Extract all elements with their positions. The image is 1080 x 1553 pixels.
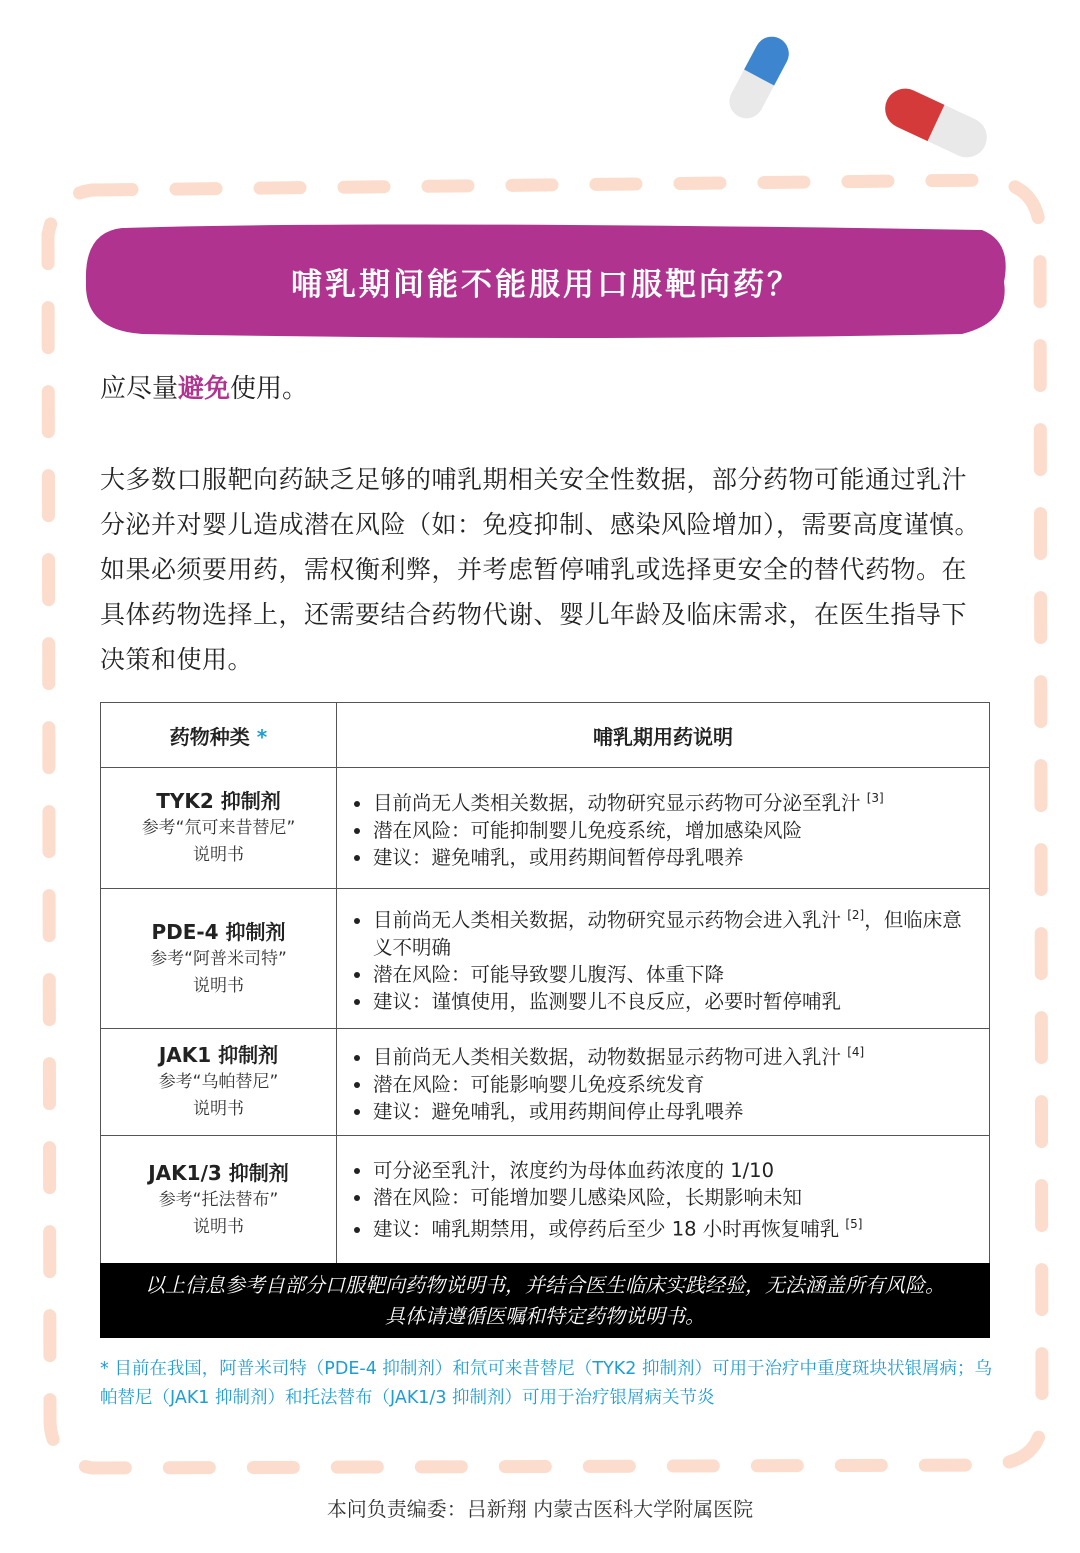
- table-row: [101, 1136, 990, 1265]
- list-item: • 目前尚无人类相关数据，动物数据显示药物可进入乳汁 [4]: [373, 1039, 977, 1071]
- drug-name: JAK1 抑制剂: [158, 1043, 279, 1067]
- list-item: • 建议：谨慎使用，监测婴儿不良反应，必要时暂停哺乳: [373, 988, 977, 1015]
- drug-cell: [101, 1029, 337, 1136]
- drug-cell: [101, 1136, 337, 1265]
- citation: [3]: [866, 791, 884, 806]
- drug-reference-suffix: 说明书: [193, 845, 244, 865]
- drug-reference: 参考“氘可来昔替尼”: [141, 818, 296, 838]
- drug-cell: [101, 768, 337, 889]
- notes-cell: [337, 768, 990, 889]
- drug-reference: 参考“托法替布”: [158, 1190, 279, 1210]
- list-item: • 目前尚无人类相关数据，动物研究显示药物可分泌至乳汁 [3]: [373, 785, 977, 817]
- list-item: • 潜在风险：可能导致婴儿腹泻、体重下降: [373, 961, 977, 988]
- table-row: [101, 889, 990, 1029]
- disclaimer-bar: [100, 1263, 990, 1338]
- body-paragraph: 大多数口服靶向药缺乏足够的哺乳期相关安全性数据，部分药物可能通过乳汁分泌并对婴儿造成潜在风险（如：免疫抑制、感染风险增加），需要高度谨慎。如果必须要用药，需权衡利弊，并考虑暂停哺乳或选择更安全的替代药物。在具体药物选择上，还需要结合药物代谢、婴儿年龄及临床需求，在医生指导下决策和使用。: [100, 465, 981, 674]
- list-item: • 潜在风险：可能影响婴儿免疫系统发育: [373, 1071, 977, 1098]
- lead-sentence: [100, 368, 308, 405]
- header-drug-type: [101, 703, 337, 768]
- red-capsule-icon: [876, 78, 996, 168]
- notes-cell: [337, 889, 990, 1029]
- citation: [5]: [845, 1217, 863, 1232]
- list-item: • 可分泌至乳汁，浓度约为母体血药浓度的 1/10: [373, 1157, 977, 1184]
- footnote: * 目前在我国，阿普米司特（PDE-4 抑制剂）和氘可来昔替尼（TYK2 抑制剂）可用于治疗中重度斑块状银屑病；乌帕替尼（JAK1 抑制剂）和托法替布（JAK1/3 抑制剂）可用于治疗银屑病关节炎: [100, 1359, 992, 1408]
- notes-cell: [337, 1029, 990, 1136]
- list-item: • 潜在风险：可能抑制婴儿免疫系统，增加感染风险: [373, 817, 977, 844]
- list-item: • 目前尚无人类相关数据，动物研究显示药物会进入乳汁 [2]，但临床意义不明确: [373, 902, 977, 961]
- citation: [4]: [847, 1045, 865, 1060]
- table-row: [101, 768, 990, 889]
- list-item: • 潜在风险：可能增加婴儿感染风险，长期影响未知: [373, 1184, 977, 1211]
- list-item: • 建议：哺乳期禁用，或停药后至少 18 小时再恢复哺乳 [5]: [373, 1211, 977, 1243]
- drug-reference-suffix: 说明书: [193, 1099, 244, 1119]
- header-lactation-notes: 哺乳期用药说明: [337, 703, 990, 768]
- drug-reference: 参考“乌帕替尼”: [158, 1072, 279, 1092]
- drug-reference-suffix: 说明书: [193, 1217, 244, 1237]
- disclaimer-line-1: 以上信息参考自部分口服靶向药物说明书，并结合医生临床实践经验，无法涵盖所有风险。: [145, 1273, 945, 1297]
- drug-name: JAK1/3 抑制剂: [148, 1161, 289, 1185]
- drug-table: [100, 702, 990, 1265]
- header-drug-label: 药物种类: [169, 724, 250, 749]
- header-star: *: [256, 724, 268, 749]
- lead-prefix: 应尽量: [100, 374, 179, 404]
- drug-reference: 参考“阿普米司特”: [150, 948, 287, 969]
- disclaimer-line-2: 具体请遵循医嘱和特定药物说明书。: [385, 1304, 705, 1328]
- list-item: • 建议：避免哺乳，或用药期间暂停母乳喂养: [373, 844, 977, 871]
- drug-name: PDE-4 抑制剂: [151, 919, 286, 944]
- notes-cell: [337, 1136, 990, 1265]
- editor-credit: 本问负责编委：吕新翔 内蒙古医科大学附属医院: [326, 1497, 754, 1521]
- table-header-row: [101, 703, 990, 768]
- list-item: • 建议：避免哺乳，或用药期间停止母乳喂养: [373, 1098, 977, 1125]
- citation: [2]: [847, 908, 865, 923]
- blue-capsule-icon: [720, 28, 800, 128]
- lead-highlight: 避免: [178, 374, 231, 404]
- drug-reference-suffix: 说明书: [193, 975, 244, 996]
- table-row: [101, 1029, 990, 1136]
- page-title: 哺乳期间能不能服用口服靶向药？: [291, 266, 801, 303]
- drug-cell: [101, 889, 337, 1029]
- drug-name: TYK2 抑制剂: [156, 789, 281, 813]
- lead-suffix: 使用。: [230, 374, 309, 404]
